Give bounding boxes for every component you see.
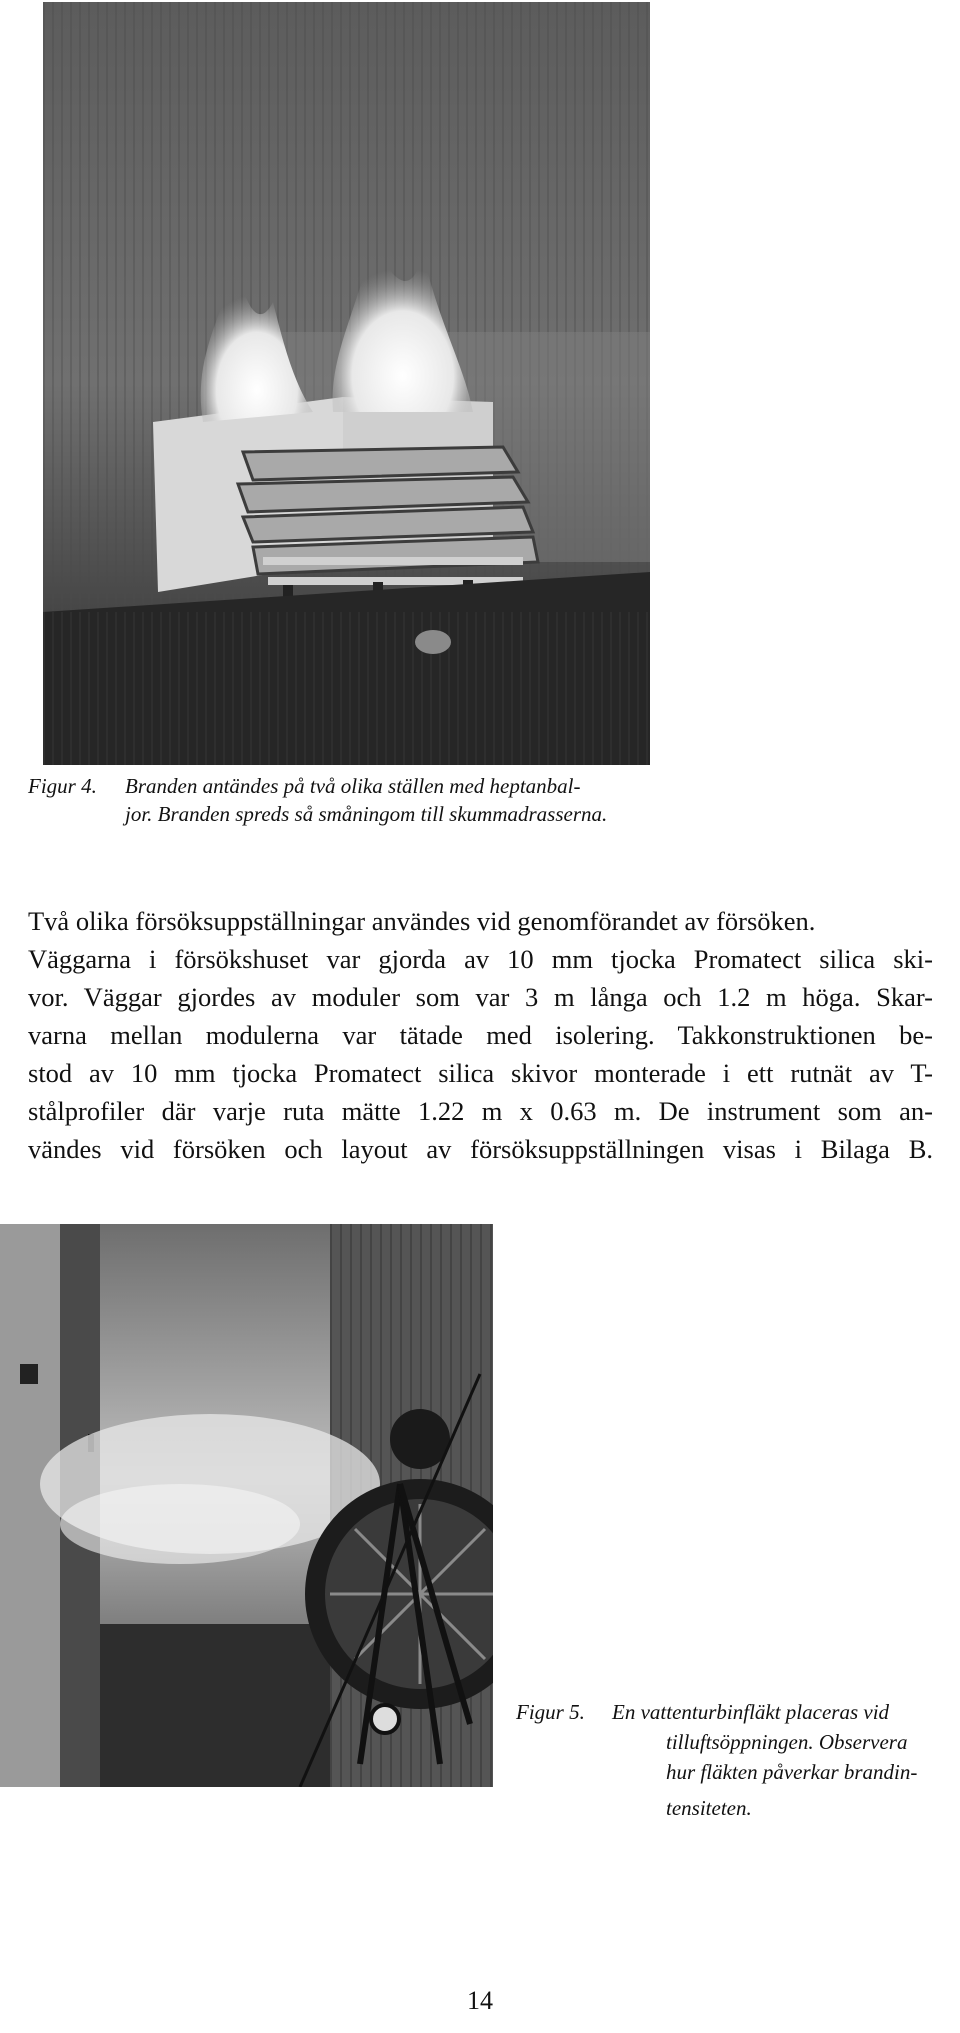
body-line-7: vändes vid försöken och layout av försöksuppställningen visas i Bilaga B. <box>28 1134 933 1164</box>
figure-4-label: Figur 4. <box>28 774 97 798</box>
body-line-1: Två olika försöksuppställningar användes vid genomförandet av försöken. <box>28 906 816 936</box>
page-number: 14 <box>467 1986 493 2015</box>
figure-5-caption-line-4: tensiteten. <box>666 1796 752 1820</box>
figure-5-caption-line-2: tilluftsöppningen. Observera <box>666 1730 908 1754</box>
figure-4-caption-line-1: Branden antändes på två olika ställen med heptanbal- <box>125 774 581 798</box>
figure-5-label: Figur 5. <box>516 1700 585 1724</box>
body-line-5: stod av 10 mm tjocka Promatect silica skivor monterade i ett rutnät av T- <box>28 1058 933 1088</box>
body-line-2: Väggarna i försökshuset var gjorda av 10 mm tjocka Promatect silica ski- <box>28 944 933 974</box>
figure-5-caption-line-1: En vattenturbinfläkt placeras vid <box>612 1700 890 1724</box>
figure-5-photo <box>0 1224 493 1787</box>
figure-4-caption-line-2: jor. Branden spreds så småningom till skummadrasserna. <box>125 802 608 826</box>
body-line-6: stålprofiler där varje ruta mätte 1.22 m x 0.63 m. De instrument som an- <box>28 1096 933 1126</box>
figure-5-caption <box>516 1697 956 1823</box>
body-paragraph <box>28 902 933 1168</box>
figure-4-caption <box>28 772 668 828</box>
body-line-3: vor. Väggar gjordes av moduler som var 3 m långa och 1.2 m höga. Skar- <box>28 982 933 1012</box>
figure-5-caption-line-3: hur fläkten påverkar brandin- <box>666 1760 918 1784</box>
figure-4-photo <box>43 2 650 765</box>
body-line-4: varna mellan modulerna var tätade med isolering. Takkonstruktionen be- <box>28 1020 933 1050</box>
